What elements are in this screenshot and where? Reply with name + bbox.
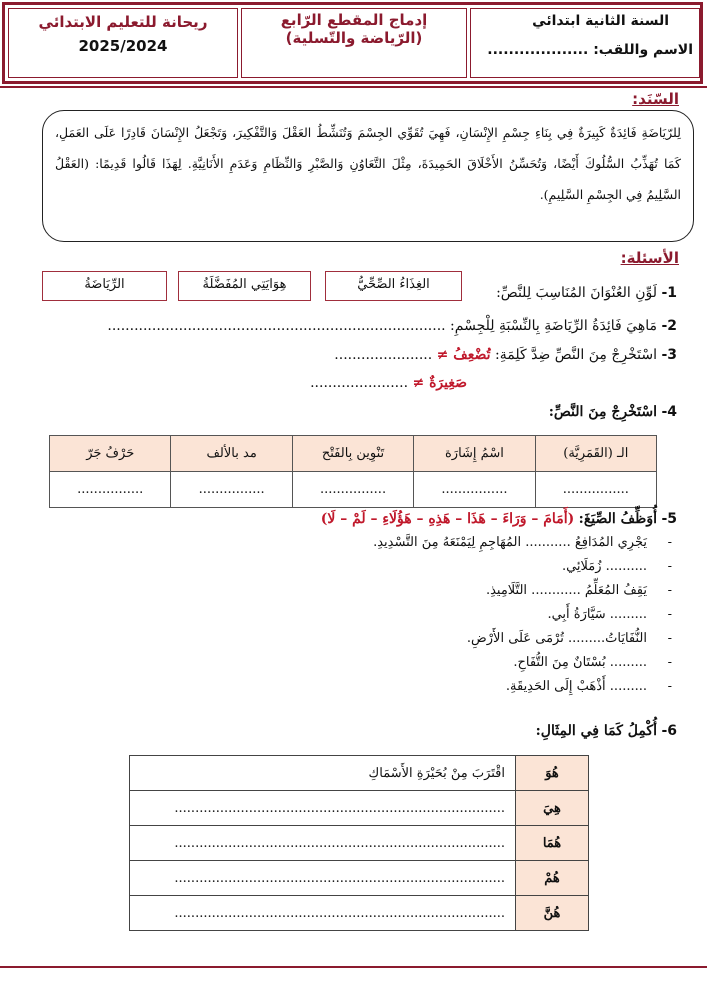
pronoun-cell: هُوَ — [516, 756, 589, 791]
question-2-text: مَاهِيَ فَائِدَةُ الرِّيَاضَةِ بِالنِّسْبَةِ لِلْجِسْمِ: — [450, 318, 657, 334]
list-item: - ......... بُسْتَانٌ مِنَ التُّفَاحِ. — [513, 655, 672, 670]
answer-cell[interactable]: ................................................................................ — [130, 861, 516, 896]
col-madd-alif: مد بالألف — [171, 436, 292, 472]
question-3-second — [310, 375, 467, 391]
table-row — [130, 861, 589, 896]
reading-passage: لِلرّيَاضَةِ فَائِدَةٌ كَبِيرَةٌ فِي بِنَاءِ جِسْمِ الإِنْسَانِ، فَهِيَ تُقَوِّي الجِسْمَ وَتُنَشِّطُ العَقْلَ وَالتَّفْكِيرَ، وَتَجْعَلُ الإِنْسَانَ قَادِرًا عَلَى العَمَلِ، كَمَا تُهَذِّبُ السُّلُوكَ أَيْضًا، وَتُحَسِّنُ الأَخْلَاقَ الحَمِيدَةَ، مِثْلَ التَّعَاوُنِ وَالصَّبْرِ وَالنِّظَامِ وَعَدَمِ الأَنَانِيَّةِ. لِهَذَا قَالُوا قَدِيمًا: (العَقْلُ السَّلِيمُ فِي الجِسْمِ السَّلِيمِ). — [42, 110, 694, 242]
question-3-number: 3- — [661, 347, 677, 363]
answer-cell[interactable]: ................................................................................ — [130, 791, 516, 826]
pronoun-cell: هُمَا — [516, 826, 589, 861]
unit-subtitle: (الرّياضة والتّسلية) — [285, 29, 423, 47]
title-option-healthy-food[interactable]: الغِذَاءُ الصِّحِّيُّ — [325, 271, 462, 301]
answer-cell[interactable]: ................ — [50, 472, 171, 508]
question-1-number: 1- — [661, 285, 677, 301]
title-option-hobby[interactable]: هِوَايَتِي المُفَضَّلَةُ — [178, 271, 311, 301]
question-1-text: لَوِّنِ العُنْوَانَ المُنَاسِبَ لِلنَّصِّ: — [496, 285, 657, 301]
fill-sentences — [373, 535, 672, 703]
question-4-number: 4- — [661, 404, 677, 420]
question-6-number: 6- — [661, 723, 677, 739]
col-demonstrative: اسْمُ إِشَارَة — [414, 436, 535, 472]
pronoun-cell: هُنَّ — [516, 896, 589, 931]
title-option-sport[interactable]: الرِّيَاضَةُ — [42, 271, 167, 301]
col-preposition: حَرْفُ جَرّ — [50, 436, 171, 472]
extract-table-header — [50, 436, 657, 472]
unit-title-cell — [241, 8, 467, 78]
sentence-text: ......... أَذْهَبْ إِلَى الحَدِيقَةِ. — [505, 679, 647, 694]
antonym-word-2: صَغِيرَةٌ ≠ — [412, 375, 467, 391]
question-4-text: اسْتَخْرِجْ مِنَ النَّصِّ: — [548, 404, 657, 420]
question-4 — [549, 404, 677, 420]
sentence-text: ......... بُسْتَانٌ مِنَ التُّفَاحِ. — [513, 655, 647, 670]
question-5 — [321, 511, 677, 527]
pronoun-table — [129, 755, 589, 931]
sentence-text: .......... زُمَلَائِي. — [561, 559, 647, 574]
sentence-text: يَجْرِي المُدَافِعُ ........... المُهَاجِمِ لِيَمْنَعَهُ مِنَ التَّسْدِيدِ. — [373, 535, 647, 550]
question-6 — [536, 723, 677, 739]
grade-level: السنة الثانية ابتدائي — [532, 13, 669, 29]
example-answer: اقْتَرَبَ مِنْ بُحَيْرَةِ الأَسْمَاكِ — [130, 756, 516, 791]
table-row — [130, 791, 589, 826]
question-5-number: 5- — [661, 511, 677, 527]
question-3-text: اسْتَخْرِجْ مِنَ النَّصِّ ضِدَّ كَلِمَةِ: — [495, 347, 657, 363]
question-5-text: أُوَظِّفُ الصِّيَغَ: — [578, 511, 657, 527]
pronoun-cell: هِيَ — [516, 791, 589, 826]
antonym-answer-1[interactable]: ...................... — [334, 347, 433, 363]
student-name-field: الاسم واللقب: ................... — [487, 42, 693, 58]
sentence-text: يَقِفُ المُعَلِّمُ ............ التَّلَامِيذِ. — [485, 583, 647, 598]
answer-cell[interactable]: ................ — [292, 472, 413, 508]
question-3 — [334, 347, 677, 363]
worksheet-header — [2, 2, 703, 84]
answer-cell[interactable]: ................................................................................ — [130, 826, 516, 861]
word-bank: (أَمَامَ – وَرَاءَ – هَذَا – هَذِهِ – هَؤُلَاءِ – لَمْ – لَا) — [320, 511, 575, 527]
question-2-answer-line[interactable]: ............................................................................ — [107, 318, 446, 334]
list-item: - يَجْرِي المُدَافِعُ ........... المُهَاجِمِ لِيَمْنَعَهُ مِنَ التَّسْدِيدِ. — [373, 535, 672, 550]
list-item: - ......... أَذْهَبْ إِلَى الحَدِيقَةِ. — [505, 679, 672, 694]
pronoun-cell: هُمْ — [516, 861, 589, 896]
answer-cell[interactable]: ................ — [171, 472, 292, 508]
extract-table-row — [50, 472, 657, 508]
antonym-word-1: تُضْعِفُ ≠ — [436, 347, 491, 363]
school-year: 2025/2024 — [78, 37, 168, 55]
sentence-text: ......... سَيَّارَةُ أَبِي. — [547, 607, 647, 622]
questions-label: الأسئلة: — [620, 249, 679, 267]
footer-divider — [0, 966, 707, 968]
student-info-cell — [470, 8, 700, 78]
answer-cell[interactable]: ................................................................................ — [130, 896, 516, 931]
question-2-number: 2- — [661, 318, 677, 334]
list-item: - يَقِفُ المُعَلِّمُ ............ التَّلَامِيذِ. — [485, 583, 672, 598]
list-item: - .......... زُمَلَائِي. — [561, 559, 672, 574]
question-6-text: أُكْمِلُ كَمَا فِي المِثَالِ: — [535, 723, 657, 739]
sentence-text: النُّفَايَاتُ......... تُرْمَى عَلَى الأَرْضِ. — [466, 631, 647, 646]
question-2 — [107, 318, 677, 334]
col-tanwin-fath: تَنْوِين بِالفَتْح — [292, 436, 413, 472]
list-item: - النُّفَايَاتُ......... تُرْمَى عَلَى الأَرْضِ. — [466, 631, 672, 646]
list-item: - ......... سَيَّارَةُ أَبِي. — [547, 607, 672, 622]
question-1 — [496, 285, 677, 301]
col-lunar-al: الـ (القَمَرِيَّة) — [535, 436, 656, 472]
extract-table — [49, 435, 657, 508]
header-divider — [0, 86, 707, 88]
unit-title: إدماج المقطع الرّابع — [280, 11, 428, 29]
table-row — [130, 826, 589, 861]
answer-cell[interactable]: ................ — [414, 472, 535, 508]
answer-cell[interactable]: ................ — [535, 472, 656, 508]
table-row — [130, 896, 589, 931]
school-cell — [8, 8, 238, 78]
antonym-answer-2[interactable]: ...................... — [310, 375, 409, 391]
text-section-label: السّنَد: — [632, 90, 679, 108]
school-name: ريحانة للتعليم الابتدائي — [38, 13, 208, 31]
table-row — [130, 756, 589, 791]
